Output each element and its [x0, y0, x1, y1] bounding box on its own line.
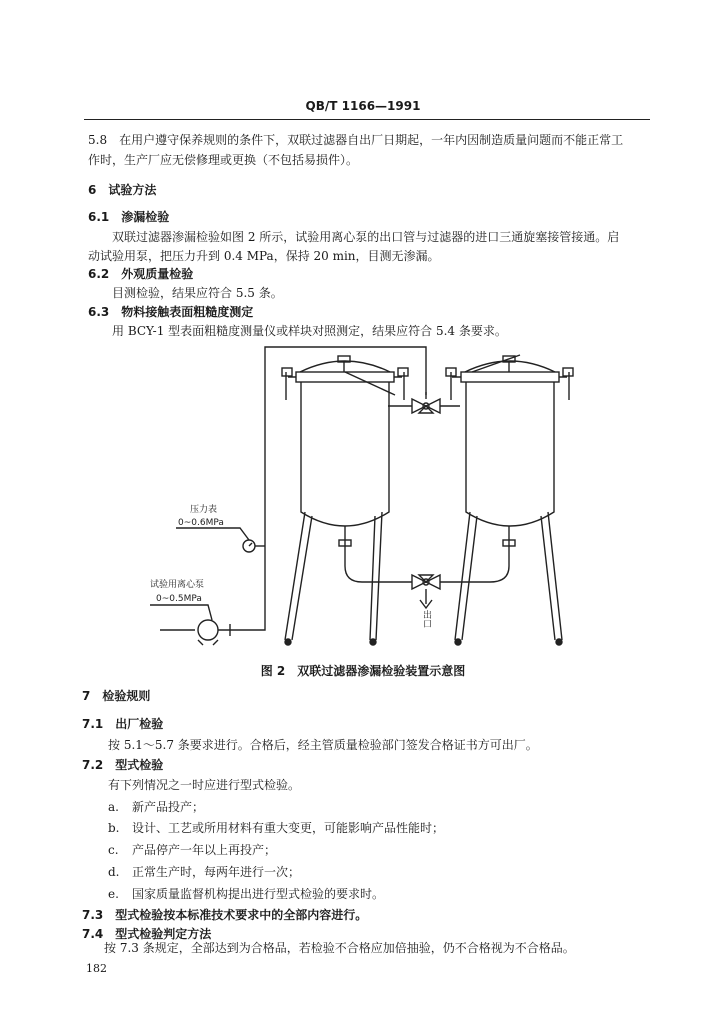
section-7-1-line1: 按 5.1～5.7 条要求进行。合格后，经主管质量检验部门签发合格证书方可出厂。 [108, 738, 538, 752]
list-item-letter: c. [108, 843, 119, 857]
figure-caption: 图 2 双联过滤器渗漏检验装置示意图 [260, 664, 466, 678]
section-7-title: 7 检验规则 [82, 689, 151, 703]
section-7-1-title: 7.1 出厂检验 [82, 717, 164, 731]
list-item: 正常生产时，每两年进行一次； [132, 865, 301, 879]
section-6-1-title: 6.1 渗漏检验 [88, 210, 170, 224]
section-7-2-intro: 有下列情况之一时应进行型式检验。 [108, 778, 301, 792]
list-item-letter: a. [108, 800, 119, 814]
list-item: 产品停产一年以上再投产； [132, 843, 277, 857]
list-item: 设计、工艺或所用材料有重大变更，可能影响产品性能时； [132, 821, 445, 835]
section-5-8-line2: 作时，生产厂应无偿修理或更换（不包括易损件）。 [88, 153, 359, 167]
section-5-8-line1: 5.8 在用户遵守保养规则的条件下，双联过滤器自出厂日期起，一年内因制造质量问题而不能正常工 [88, 133, 624, 147]
list-item-letter: b. [108, 821, 120, 835]
gauge-range-label: 0~0.6MPa [178, 518, 224, 528]
section-6-3-line1: 用 BCY-1 型表面粗糙度测量仪或样块对照测定，结果应符合 5.4 条要求。 [112, 324, 507, 338]
gauge-label: 压力表 [190, 505, 218, 515]
list-item-letter: d. [108, 865, 120, 879]
section-7-4-line1: 按 7.3 条规定，全部达到为合格品，若检验不合格应加倍抽验，仍不合格视为不合格品。 [104, 941, 575, 955]
section-6-2-line1: 目测检验，结果应符合 5.5 条。 [112, 286, 283, 300]
section-7-4-title: 7.4 型式检验判定方法 [82, 927, 212, 941]
pump-label: 试验用离心泵 [150, 580, 205, 590]
section-6-2-title: 6.2 外观质量检验 [88, 267, 194, 281]
pump-range-label: 0~0.5MPa [156, 594, 202, 604]
section-6-3-title: 6.3 物料接触表面粗糙度测定 [88, 305, 254, 319]
list-item: 国家质量监督机构提出进行型式检验的要求时。 [132, 887, 385, 901]
section-7-2-title: 7.2 型式检验 [82, 758, 164, 772]
section-6-1-line2: 动试验用泵，把压力升到 0.4 MPa，保持 20 min，目测无渗漏。 [88, 249, 440, 263]
page-header: QB/T 1166—1991 [305, 99, 421, 113]
outlet-label: 出口 [421, 610, 431, 628]
section-7-3-title: 7.3 型式检验按本标准技术要求中的全部内容进行。 [82, 908, 368, 922]
section-6-1-line1: 双联过滤器渗漏检验如图 2 所示，试验用离心泵的出口管与过滤器的进口三通旋塞接管接通。启 [112, 230, 620, 244]
page-number: 182 [86, 962, 107, 975]
section-6-title: 6 试验方法 [88, 183, 157, 197]
list-item-letter: e. [108, 887, 119, 901]
list-item: 新产品投产； [132, 800, 205, 814]
